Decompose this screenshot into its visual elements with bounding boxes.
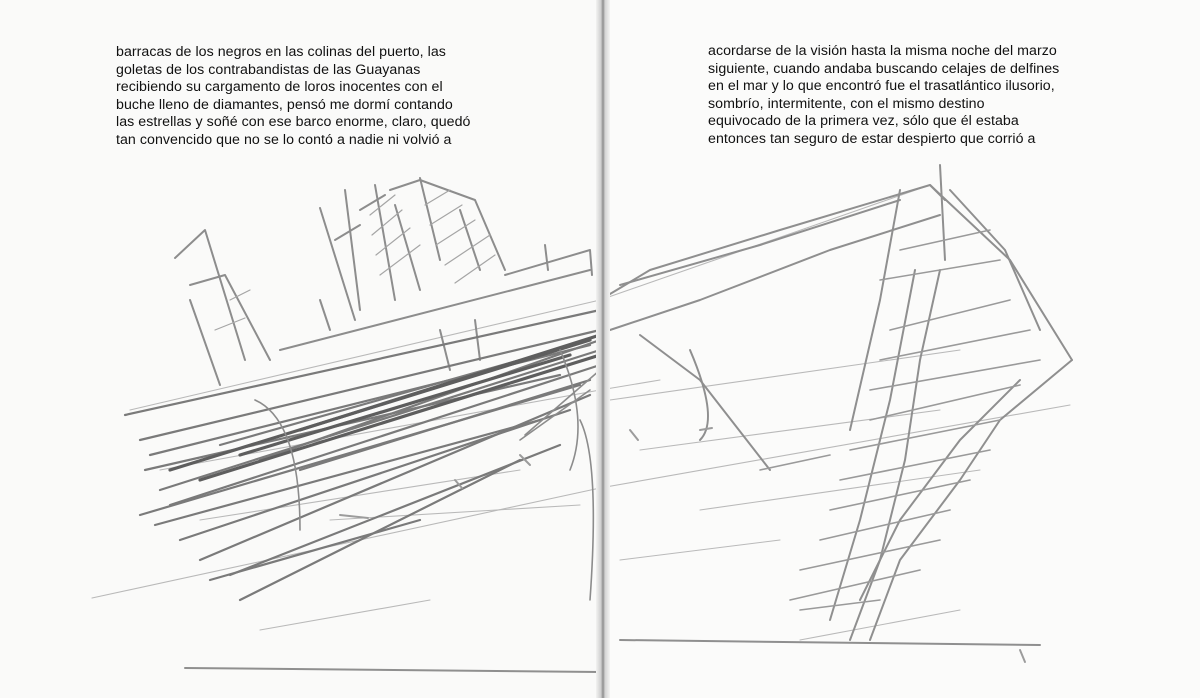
text-line: tan convencido que no se lo contó a nadie ni volvió a <box>116 131 452 148</box>
text-line: sombrío, intermitente, con el mismo destino <box>708 95 985 112</box>
text-line: las estrellas y soñé con ese barco enorme, claro, quedó <box>116 114 471 131</box>
text-line: siguiente, cuando andaba buscando celajes de delfines <box>708 60 1060 77</box>
right-page-text <box>708 43 1059 149</box>
text-line: buche lleno de diamantes, pensó me dormí contando <box>116 96 453 113</box>
text-line: equivocado de la primera vez, sólo que él estaba <box>708 113 1019 130</box>
text-line: en el mar y lo que encontró fue el trasatlántico ilusorio, <box>708 78 1055 95</box>
text-line: goletas de los contrabandistas de las Guayanas <box>116 61 421 78</box>
text-line: recibiendo su cargamento de loros inocentes con el <box>116 79 443 96</box>
text-line: acordarse de la visión hasta la misma noche del marzo <box>708 43 1057 59</box>
book-gutter <box>596 0 610 698</box>
left-page-text <box>116 44 470 150</box>
text-line: entonces tan seguro de estar despierto que corrió a <box>708 130 1036 147</box>
text-line: barracas de los negros en las colinas del puerto, las <box>116 44 446 60</box>
